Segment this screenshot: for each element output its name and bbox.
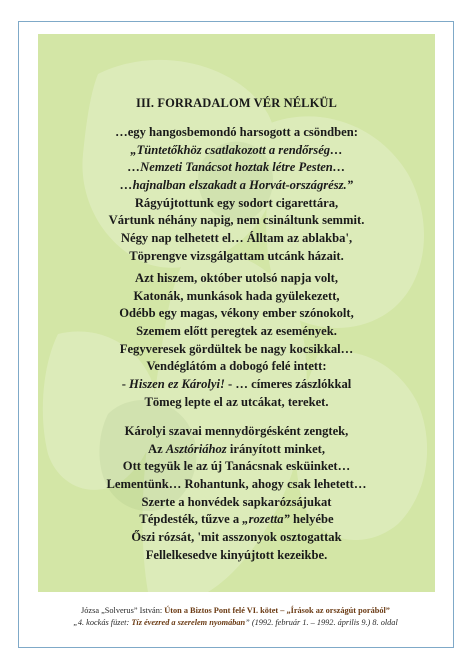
poem-title: III. FORRADALOM VÉR NÉLKÜL <box>135 96 337 110</box>
poem-line-italic-segment: …Nemzeti Tanácsot hoztak létre Pesten… <box>127 160 346 175</box>
poem-line-segment: Lementünk… Rohantunk, ahogy csak lehetett… <box>106 477 367 492</box>
poem-line-segment: Vendéglátóm a dobogó felé intett: <box>146 359 327 374</box>
poem-line-segment: - … címeres zászlókkal <box>224 377 352 392</box>
footer-author: Józsa „Solverus” István: <box>81 606 165 615</box>
poem-line-italic-segment: Asztóriához <box>165 441 227 456</box>
poem-line-segment: Ott tegyük le az új Tanácsnak esküinket… <box>122 459 351 474</box>
footer-booklet: „4. kockás füzet: <box>73 618 132 627</box>
poem-line-segment: Töprengve vizsgálgattam utcánk házait. <box>129 248 344 263</box>
poem-line <box>38 547 435 565</box>
poem-line <box>38 529 435 547</box>
poem-line-italic-segment: …hajnalban elszakadt a Horvát-országrész.” <box>119 178 353 193</box>
poem-line-italic-segment: „Tüntetőkhöz csatlakozott a rendőrség… <box>130 142 343 157</box>
footer-line-2 <box>0 617 471 629</box>
poem-line <box>38 142 435 160</box>
poem-line-segment: Katonák, munkások hada gyülekezett, <box>133 288 340 303</box>
poem-line <box>38 212 435 230</box>
poem-line-italic-segment: „rozetta” <box>242 512 290 527</box>
footer-booklet-title: Tíz évezred a szerelem nyomában <box>131 618 246 627</box>
poem-line-segment: Szemem előtt peregtek az események. <box>136 324 337 339</box>
footer-citation <box>0 605 471 629</box>
poem-line <box>38 458 435 476</box>
poem-line-segment: Az <box>147 441 166 456</box>
poem-line <box>38 248 435 266</box>
poem-line-segment: Tömeg lepte el az utcákat, tereket. <box>144 394 329 409</box>
footer-line-1 <box>0 605 471 617</box>
poem-line <box>38 511 435 529</box>
poem-line <box>38 288 435 306</box>
poem-line-segment: Fellelkesedve kinyújtott kezeikbe. <box>145 547 328 562</box>
poem-line <box>38 230 435 248</box>
poem-line <box>38 305 435 323</box>
poem-line <box>38 394 435 412</box>
poem-line-segment: Őszi rózsát, 'mit asszonyok osztogattak <box>131 530 342 545</box>
footer-book-title: Úton a Biztos Pont felé VI. kötet – „Írások az országút porából” <box>164 606 390 615</box>
stanza-3 <box>38 423 435 565</box>
poem-line-segment: Négy nap telhetett el… Álltam az ablakba', <box>120 231 353 246</box>
poem-line <box>38 270 435 288</box>
poem-line-segment: Vártunk néhány napig, nem csináltunk semmit. <box>108 213 365 228</box>
footer-dates: ” (1992. február 1. – 1992. április 9.) 8. oldal <box>245 618 398 627</box>
poem-line-segment: Tépdesték, tűzve a <box>139 512 243 527</box>
poem-line <box>38 441 435 459</box>
stanza-2 <box>38 270 435 412</box>
poem-line <box>38 159 435 177</box>
poem-line-segment: irányított minket, <box>226 441 326 456</box>
stanza-1 <box>38 124 435 266</box>
poem-line <box>38 323 435 341</box>
poem-line <box>38 177 435 195</box>
poem-line <box>38 341 435 359</box>
poem-line <box>38 124 435 142</box>
poem-line-segment: helyébe <box>289 512 334 527</box>
poem-line <box>38 476 435 494</box>
poem-line-segment: Fegyveresek gördültek be nagy kocsikkal… <box>119 341 354 356</box>
poem-line-segment: Károlyi szavai mennydörgésként zengtek, <box>124 424 349 438</box>
poem-line <box>38 494 435 512</box>
poem-line-segment: - <box>121 377 130 392</box>
poem-line-segment: Rágyújtottunk egy sodort cigarettára, <box>134 195 339 210</box>
poem-line-segment: Odébb egy magas, vékony ember szónokolt, <box>119 306 354 321</box>
poem-line <box>38 195 435 213</box>
poem-line <box>38 358 435 376</box>
poem-line-segment: …egy hangosbemondó harsogott a csöndben: <box>115 125 358 139</box>
poem-line-segment: Azt hiszem, október utolsó napja volt, <box>134 271 338 285</box>
poem-line <box>38 376 435 394</box>
poem-line-italic-segment: Hiszen ez Károlyi! <box>129 377 225 392</box>
poem-panel <box>38 34 435 592</box>
poem-line-segment: Szerte a honvédek sapkarózsájukat <box>141 494 332 509</box>
poem-line <box>38 423 435 441</box>
